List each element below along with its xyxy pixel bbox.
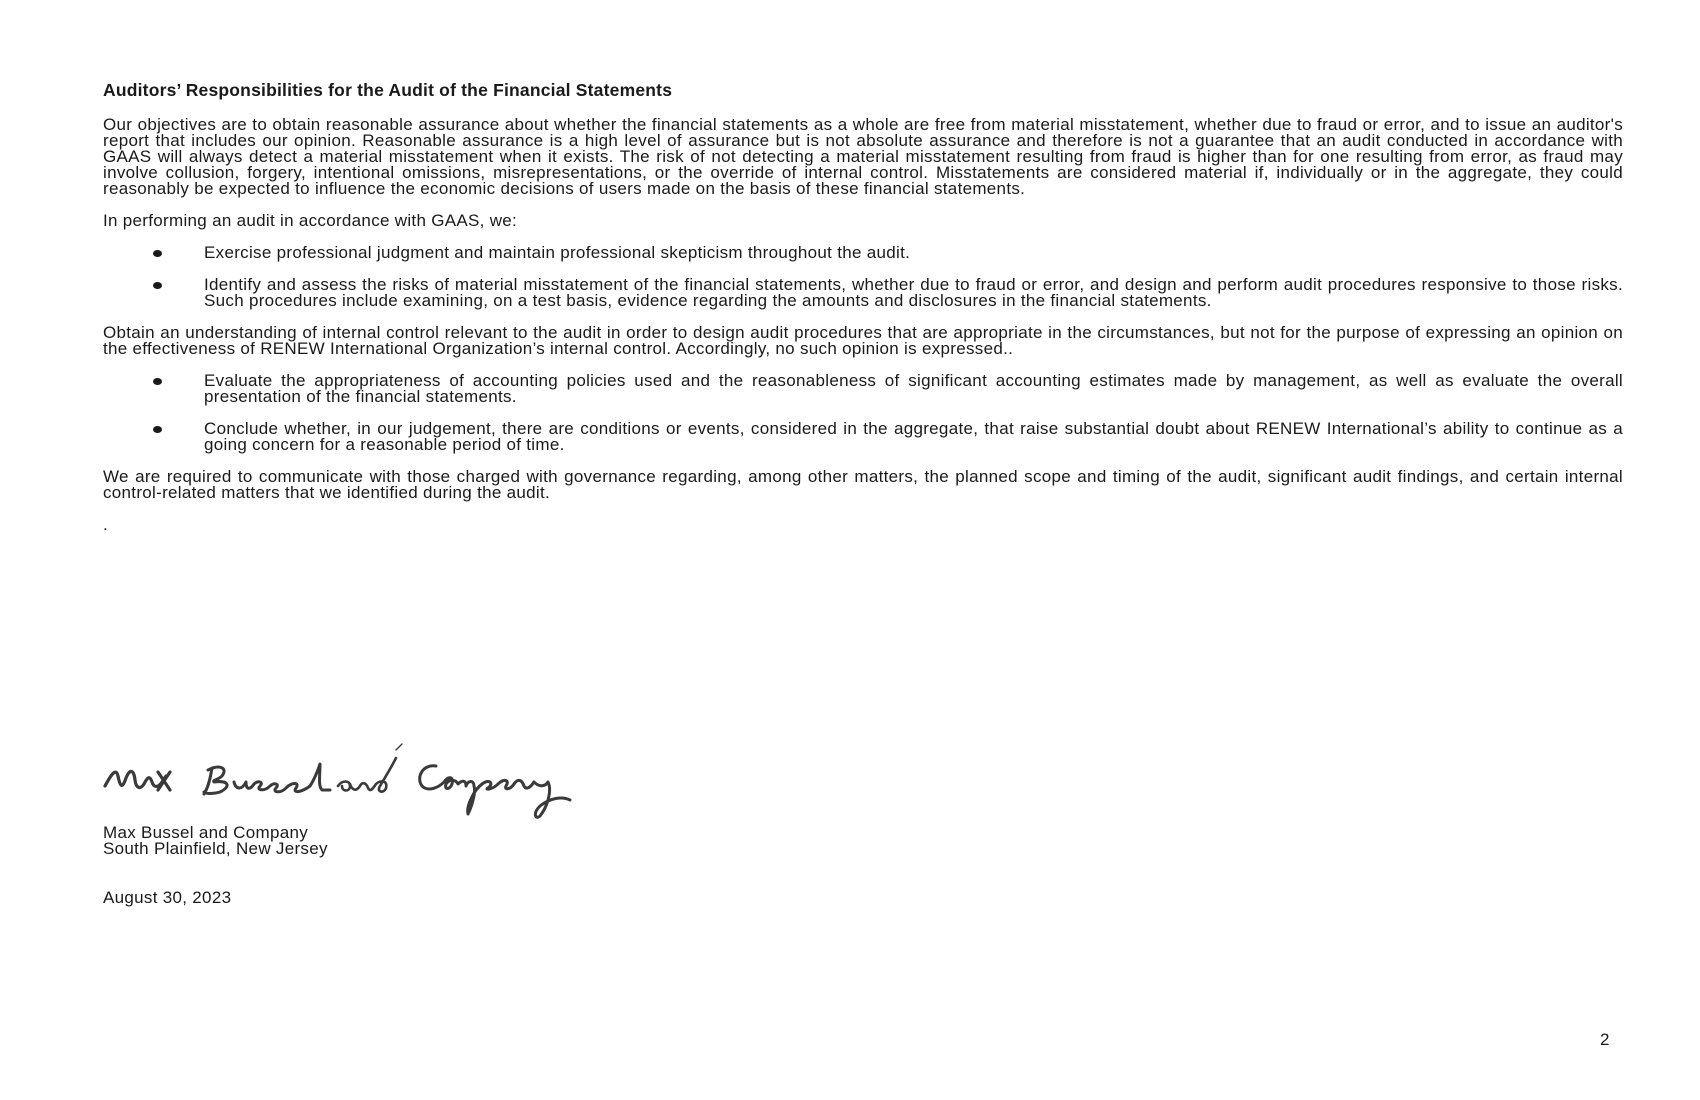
signature-image (100, 728, 700, 828)
page-number: 2 (1600, 1030, 1610, 1049)
firm-location: South Plainfield, New Jersey (103, 839, 328, 858)
bullet-icon (153, 378, 162, 385)
procedures-list-second (103, 373, 1623, 453)
list-item-text: Evaluate the appropriateness of accounting policies used and the reasonableness of significant accounting estimates made by management, as well as evaluate the overall presentation of the financial statements. (204, 371, 1623, 406)
performing-intro-paragraph: In performing an audit in accordance with GAAS, we: (103, 211, 518, 230)
list-item-text: Identify and assess the risks of material misstatement of the financial statements, whether due to fraud or error, and design and perform audit procedures responsive to those risks. Such procedures include examining, on a test basis, evidence regarding the amounts and disclosures in the financial statements. (204, 275, 1623, 310)
procedures-list-first (103, 245, 1623, 309)
firm-block (103, 825, 328, 857)
firm-name: Max Bussel and Company (103, 823, 309, 842)
governance-paragraph: We are required to communicate with those charged with governance regarding, among other matters, the planned scope and timing of the audit, significant audit findings, and certain internal control-related matters that we identified during the audit. (103, 467, 1623, 502)
bullet-icon (153, 426, 162, 433)
report-date: August 30, 2023 (103, 888, 232, 907)
list-item-text: Exercise professional judgment and maintain professional skepticism throughout the audit. (204, 243, 911, 262)
list-item (103, 245, 1623, 261)
document-body (103, 80, 1623, 533)
signature-text: Max Bussel and Company (400, 826, 412, 827)
list-item (103, 373, 1623, 405)
list-item (103, 421, 1623, 453)
objectives-paragraph: Our objectives are to obtain reasonable assurance about whether the financial statements as a whole are free from material misstatement, whether due to fraud or error, and to issue an auditor's report that includes our opinion. Reasonable assurance is a high level of assurance but is not absolute assurance and therefore is not a guarantee that an audit conducted in accordance with GAAS will always detect a material misstatement when it exists. The risk of not detecting a material misstatement resulting from fraud is higher than for one resulting from error, as fraud may involve collusion, forgery, intentional omissions, misrepresentations, or the override of internal control. Misstatements are considered material if, individually or in the aggregate, they could reasonably be expected to influence the economic decisions of users made on the basis of these financial statements. (103, 115, 1623, 198)
bullet-icon (153, 250, 162, 257)
list-item-text: Conclude whether, in our judgement, there are conditions or events, considered in the aggregate, that raise substantial doubt about RENEW International’s ability to continue as a going concern for a reasonable period of time. (204, 419, 1623, 454)
internal-control-paragraph: Obtain an understanding of internal control relevant to the audit in order to design audit procedures that are appropriate in the circumstances, but not for the purpose of expressing an opinion on the effectiveness of RENEW International Organization’s internal control. Accordingly, no such opinion is expressed.. (103, 323, 1623, 358)
section-heading: Auditors’ Responsibilities for the Audit of the Financial Statements (103, 80, 673, 100)
stray-mark: . (103, 515, 108, 534)
list-item (103, 277, 1623, 309)
bullet-icon (153, 282, 162, 289)
